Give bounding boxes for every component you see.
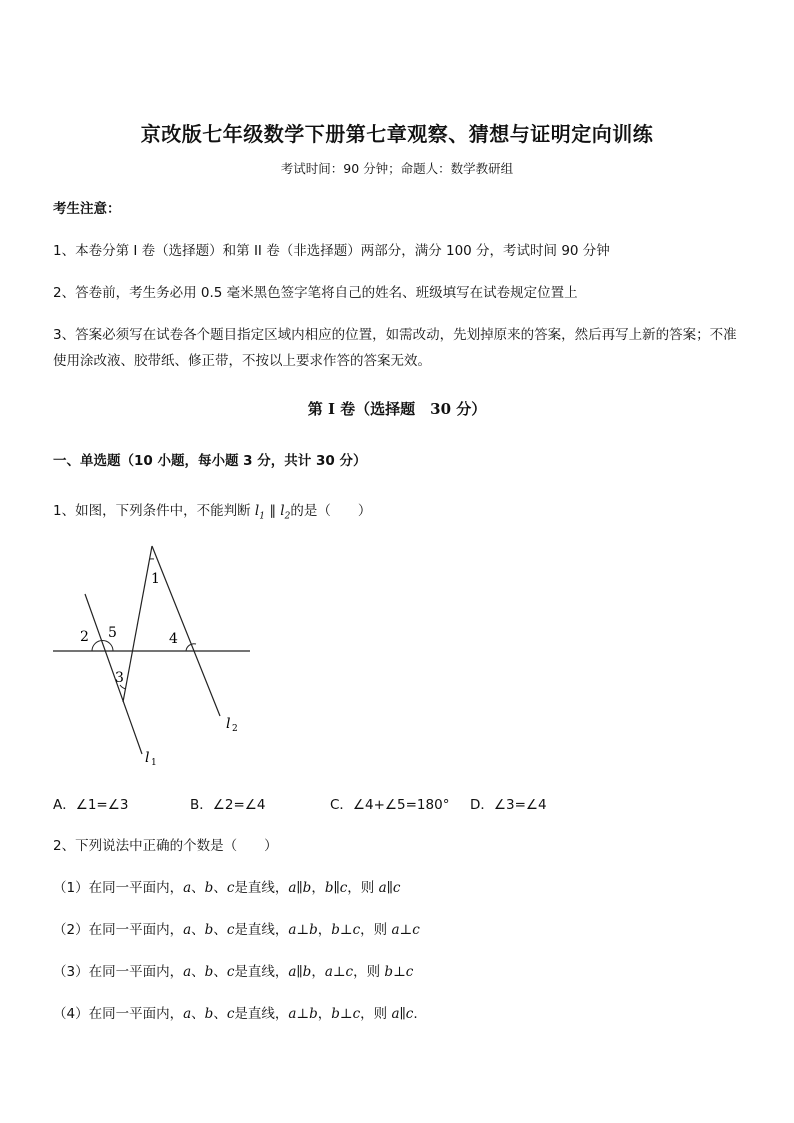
line-cross	[123, 546, 152, 702]
q2-item-text: 是直线，	[234, 922, 289, 938]
sep: ，	[317, 1006, 332, 1022]
angle-4-arc	[186, 644, 196, 651]
q2-item-text: 在同一平面内，	[88, 880, 184, 896]
sep: ，	[317, 922, 332, 938]
sep: 、	[213, 964, 227, 980]
relation: a⊥b	[288, 1006, 318, 1022]
var-c: c	[226, 964, 235, 980]
sep: ，	[311, 880, 325, 896]
question-2-stem: 2、下列说法中正确的个数是（ ）	[53, 838, 278, 854]
relation: a∥c	[378, 880, 401, 896]
relation: b⊥c	[331, 922, 361, 938]
q1-stem-post: 的是（ ）	[290, 503, 372, 519]
page-title: 京改版七年级数学下册第七章观察、猜想与证明定向训练	[140, 122, 654, 146]
sep: 、	[191, 880, 205, 896]
var-a: a	[183, 922, 192, 938]
q1-parallel: ∥	[264, 503, 281, 519]
var-b: b	[204, 1006, 214, 1022]
sep: ，	[311, 964, 325, 980]
section-title: 第 I 卷（选择题 30 分）	[307, 400, 487, 418]
relation: a∥c	[391, 1006, 414, 1022]
sep: 、	[213, 922, 227, 938]
relation: a⊥c	[324, 964, 354, 980]
q2-item-num: （1）	[53, 880, 89, 896]
notice-item-3: 3、答案必须写在试卷各个题目指定区域内相应的位置，如需改动，先划掉原来的答案，然后再写上新的答案；不准使用涂改液、胶带纸、修正带，不按以上要求作答的答案无效。	[53, 327, 737, 369]
q2-item-text: 是直线，	[234, 880, 289, 896]
q2-item-text: 在同一平面内，	[88, 964, 184, 980]
q1-option-d: D．∠3=∠4	[470, 797, 547, 813]
sep: .	[413, 1006, 418, 1022]
q1-l2-sub: 2	[284, 511, 291, 522]
q2-item-3	[53, 959, 413, 985]
relation: a⊥c	[391, 922, 420, 938]
relation: b⊥c	[384, 964, 414, 980]
q2-item-4	[53, 1001, 418, 1027]
sep: ，则	[347, 880, 379, 896]
sep: ，则	[360, 922, 392, 938]
notice-item-2: 2、答卷前，考生务必用 0.5 毫米黑色签字笔将自己的姓名、班级填写在试卷规定位置上	[53, 285, 578, 301]
figure-label-1: 1	[151, 571, 160, 587]
q1-option-b: B．∠2=∠4	[190, 797, 266, 813]
part-title: 一、单选题（10 小题，每小题 3 分，共计 30 分）	[53, 453, 367, 469]
q1-option-a: A．∠1=∠3	[53, 797, 129, 813]
q2-item-num: （3）	[53, 964, 89, 980]
relation: b⊥c	[331, 1006, 361, 1022]
figure-sub-l2: 2	[232, 724, 238, 734]
q1-stem-pre: 1、如图，下列条件中，不能判断	[53, 503, 255, 519]
var-b: b	[204, 922, 214, 938]
sep: 、	[213, 880, 227, 896]
q1-l1-sub: 1	[259, 511, 265, 522]
q2-item-text: 在同一平面内，	[88, 1006, 184, 1022]
figure-label-3: 3	[115, 670, 124, 686]
q1-l2: l	[280, 503, 285, 519]
var-b: b	[204, 964, 214, 980]
var-c: c	[226, 880, 235, 896]
figure-label-2: 2	[80, 629, 89, 645]
sep: 、	[191, 1006, 205, 1022]
figure-label-l2: l	[226, 716, 231, 732]
q1-option-c: C．∠4+∠5=180°	[330, 797, 450, 813]
q2-item-num: （2）	[53, 922, 89, 938]
notice-item-1: 1、本卷分第 I 卷（选择题）和第 II 卷（非选择题）两部分，满分 100 分，考试时间 90 分钟	[53, 243, 610, 259]
q2-item-2	[53, 917, 420, 943]
relation: a∥b	[288, 964, 312, 980]
figure-sub-l1: 1	[151, 758, 157, 768]
relation: b∥c	[324, 880, 348, 896]
q2-item-num: （4）	[53, 1006, 89, 1022]
sep: 、	[191, 922, 205, 938]
var-a: a	[183, 964, 192, 980]
question-1-stem	[53, 498, 371, 530]
q1-l1: l	[254, 503, 260, 519]
var-c: c	[226, 1006, 235, 1022]
line-l1	[85, 594, 142, 754]
page-subtitle: 考试时间：90 分钟；命题人：数学教研组	[280, 161, 514, 176]
figure-label-l1: l	[145, 750, 150, 766]
sep: ，则	[360, 1006, 392, 1022]
relation: a⊥b	[288, 922, 318, 938]
relation: a∥b	[288, 880, 312, 896]
sep: 、	[213, 1006, 227, 1022]
question-1-figure	[45, 536, 265, 776]
q2-item-1	[53, 875, 400, 901]
figure-label-5: 5	[108, 625, 117, 641]
sep: 、	[191, 964, 205, 980]
line-l2	[152, 546, 220, 716]
var-a: a	[183, 1006, 192, 1022]
sep: ，则	[353, 964, 385, 980]
var-b: b	[204, 880, 214, 896]
q2-item-text: 是直线，	[234, 1006, 289, 1022]
notice-heading: 考生注意：	[53, 201, 121, 217]
var-a: a	[183, 880, 192, 896]
figure-label-4: 4	[169, 631, 178, 647]
var-c: c	[226, 922, 235, 938]
q2-item-text: 是直线，	[234, 964, 289, 980]
q2-item-text: 在同一平面内，	[88, 922, 184, 938]
